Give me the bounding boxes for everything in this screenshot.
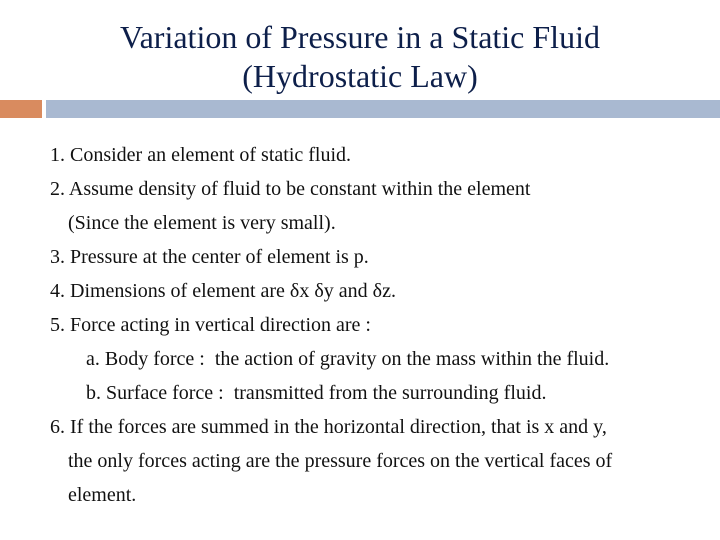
- sub-item-b-text: transmitted from the surrounding fluid.: [233, 382, 547, 404]
- item-1: 1. Consider an element of static fluid.: [50, 144, 352, 166]
- sub-item-b: [50, 376, 690, 410]
- item-2: 2. Assume density of fluid to be constant within the element: [50, 178, 531, 200]
- title-line-1: Variation of Pressure in a Static Fluid: [120, 19, 600, 55]
- title-line-2: (Hydrostatic Law): [242, 58, 478, 94]
- sub-item-b-label: b. Surface force :: [86, 382, 224, 404]
- sub-item-a-text: the action of gravity on the mass within the fluid.: [214, 348, 610, 370]
- item-3: 3. Pressure at the center of element is p.: [50, 246, 369, 268]
- sub-item-a-label: a. Body force :: [86, 348, 205, 370]
- item-6: 6. If the forces are summed in the horizontal direction, that is x and y,: [50, 416, 607, 438]
- accent-square: [0, 100, 42, 118]
- item-6-continuation-2: element.: [68, 484, 137, 506]
- accent-bar: [46, 100, 720, 118]
- slide-title: [40, 18, 680, 96]
- item-2-continuation: (Since the element is very small).: [68, 212, 336, 234]
- item-6-continuation-1: the only forces acting are the pressure forces on the vertical faces of: [68, 450, 613, 472]
- item-5: 5. Force acting in vertical direction are :: [50, 314, 371, 336]
- sub-item-a: [50, 342, 690, 376]
- item-4: 4. Dimensions of element are δx δy and δz.: [50, 280, 396, 302]
- slide-body: [50, 138, 690, 512]
